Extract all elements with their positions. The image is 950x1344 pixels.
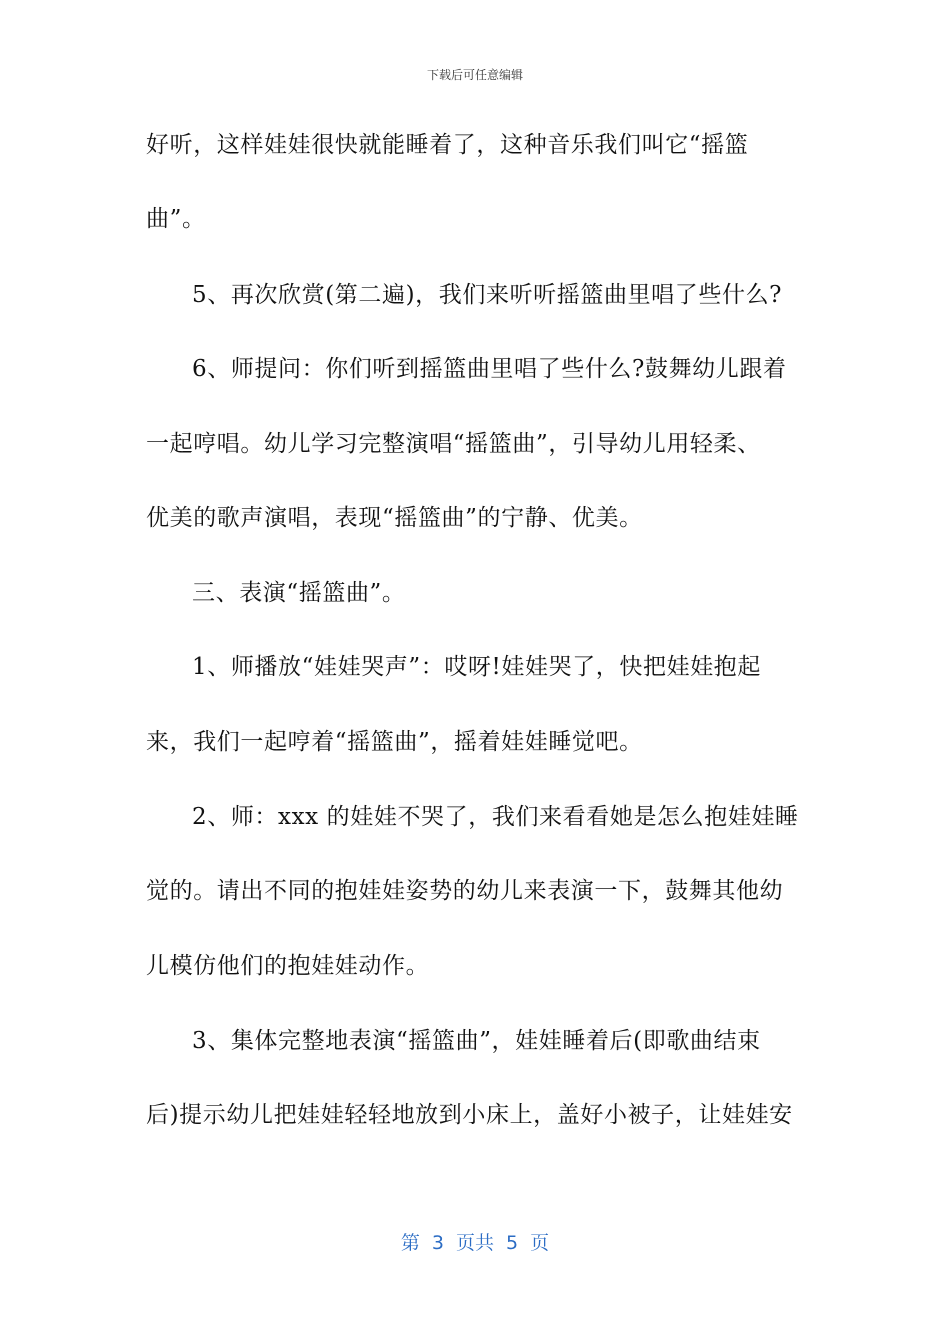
body-line-13: 3、集体完整地表演“摇篮曲”，娃娃睡着后(即歌曲结束 xyxy=(192,1028,761,1054)
body-line-12: 儿模仿他们的抱娃娃动作。 xyxy=(146,953,430,979)
page-footer: 第 3 页共 5 页 xyxy=(400,1232,550,1254)
body-line-10: 2、师：xxx 的娃娃不哭了，我们来看看她是怎么抱娃娃睡 xyxy=(192,804,799,830)
body-line-5: 一起哼唱。幼儿学习完整演唱“摇篮曲”，引导幼儿用轻柔、 xyxy=(146,431,761,457)
body-line-7: 三、表演“摇篮曲”。 xyxy=(192,580,406,606)
body-line-8: 1、师播放“娃娃哭声”：哎呀!娃娃哭了，快把娃娃抱起 xyxy=(192,654,761,680)
body-line-6: 优美的歌声演唱，表现“摇篮曲”的宁静、优美。 xyxy=(146,505,643,531)
page-header: 下载后可任意编辑 xyxy=(426,68,523,82)
body-line-14: 后)提示幼儿把娃娃轻轻地放到小床上，盖好小被子，让娃娃安 xyxy=(146,1102,793,1128)
body-line-9: 来，我们一起哼着“摇篮曲”，摇着娃娃睡觉吧。 xyxy=(146,729,643,755)
body-line-11: 觉的。请出不同的抱娃娃姿势的幼儿来表演一下，鼓舞其他幼 xyxy=(146,878,784,904)
body-line-4: 6、师提问：你们听到摇篮曲里唱了些什么?鼓舞幼儿跟着 xyxy=(192,356,787,382)
body-line-1: 好听，这样娃娃很快就能睡着了，这种音乐我们叫它“摇篮 xyxy=(146,132,749,158)
body-line-3: 5、再次欣赏(第二遍)，我们来听听摇篮曲里唱了些什么? xyxy=(192,282,783,308)
body-line-2: 曲”。 xyxy=(146,206,206,232)
